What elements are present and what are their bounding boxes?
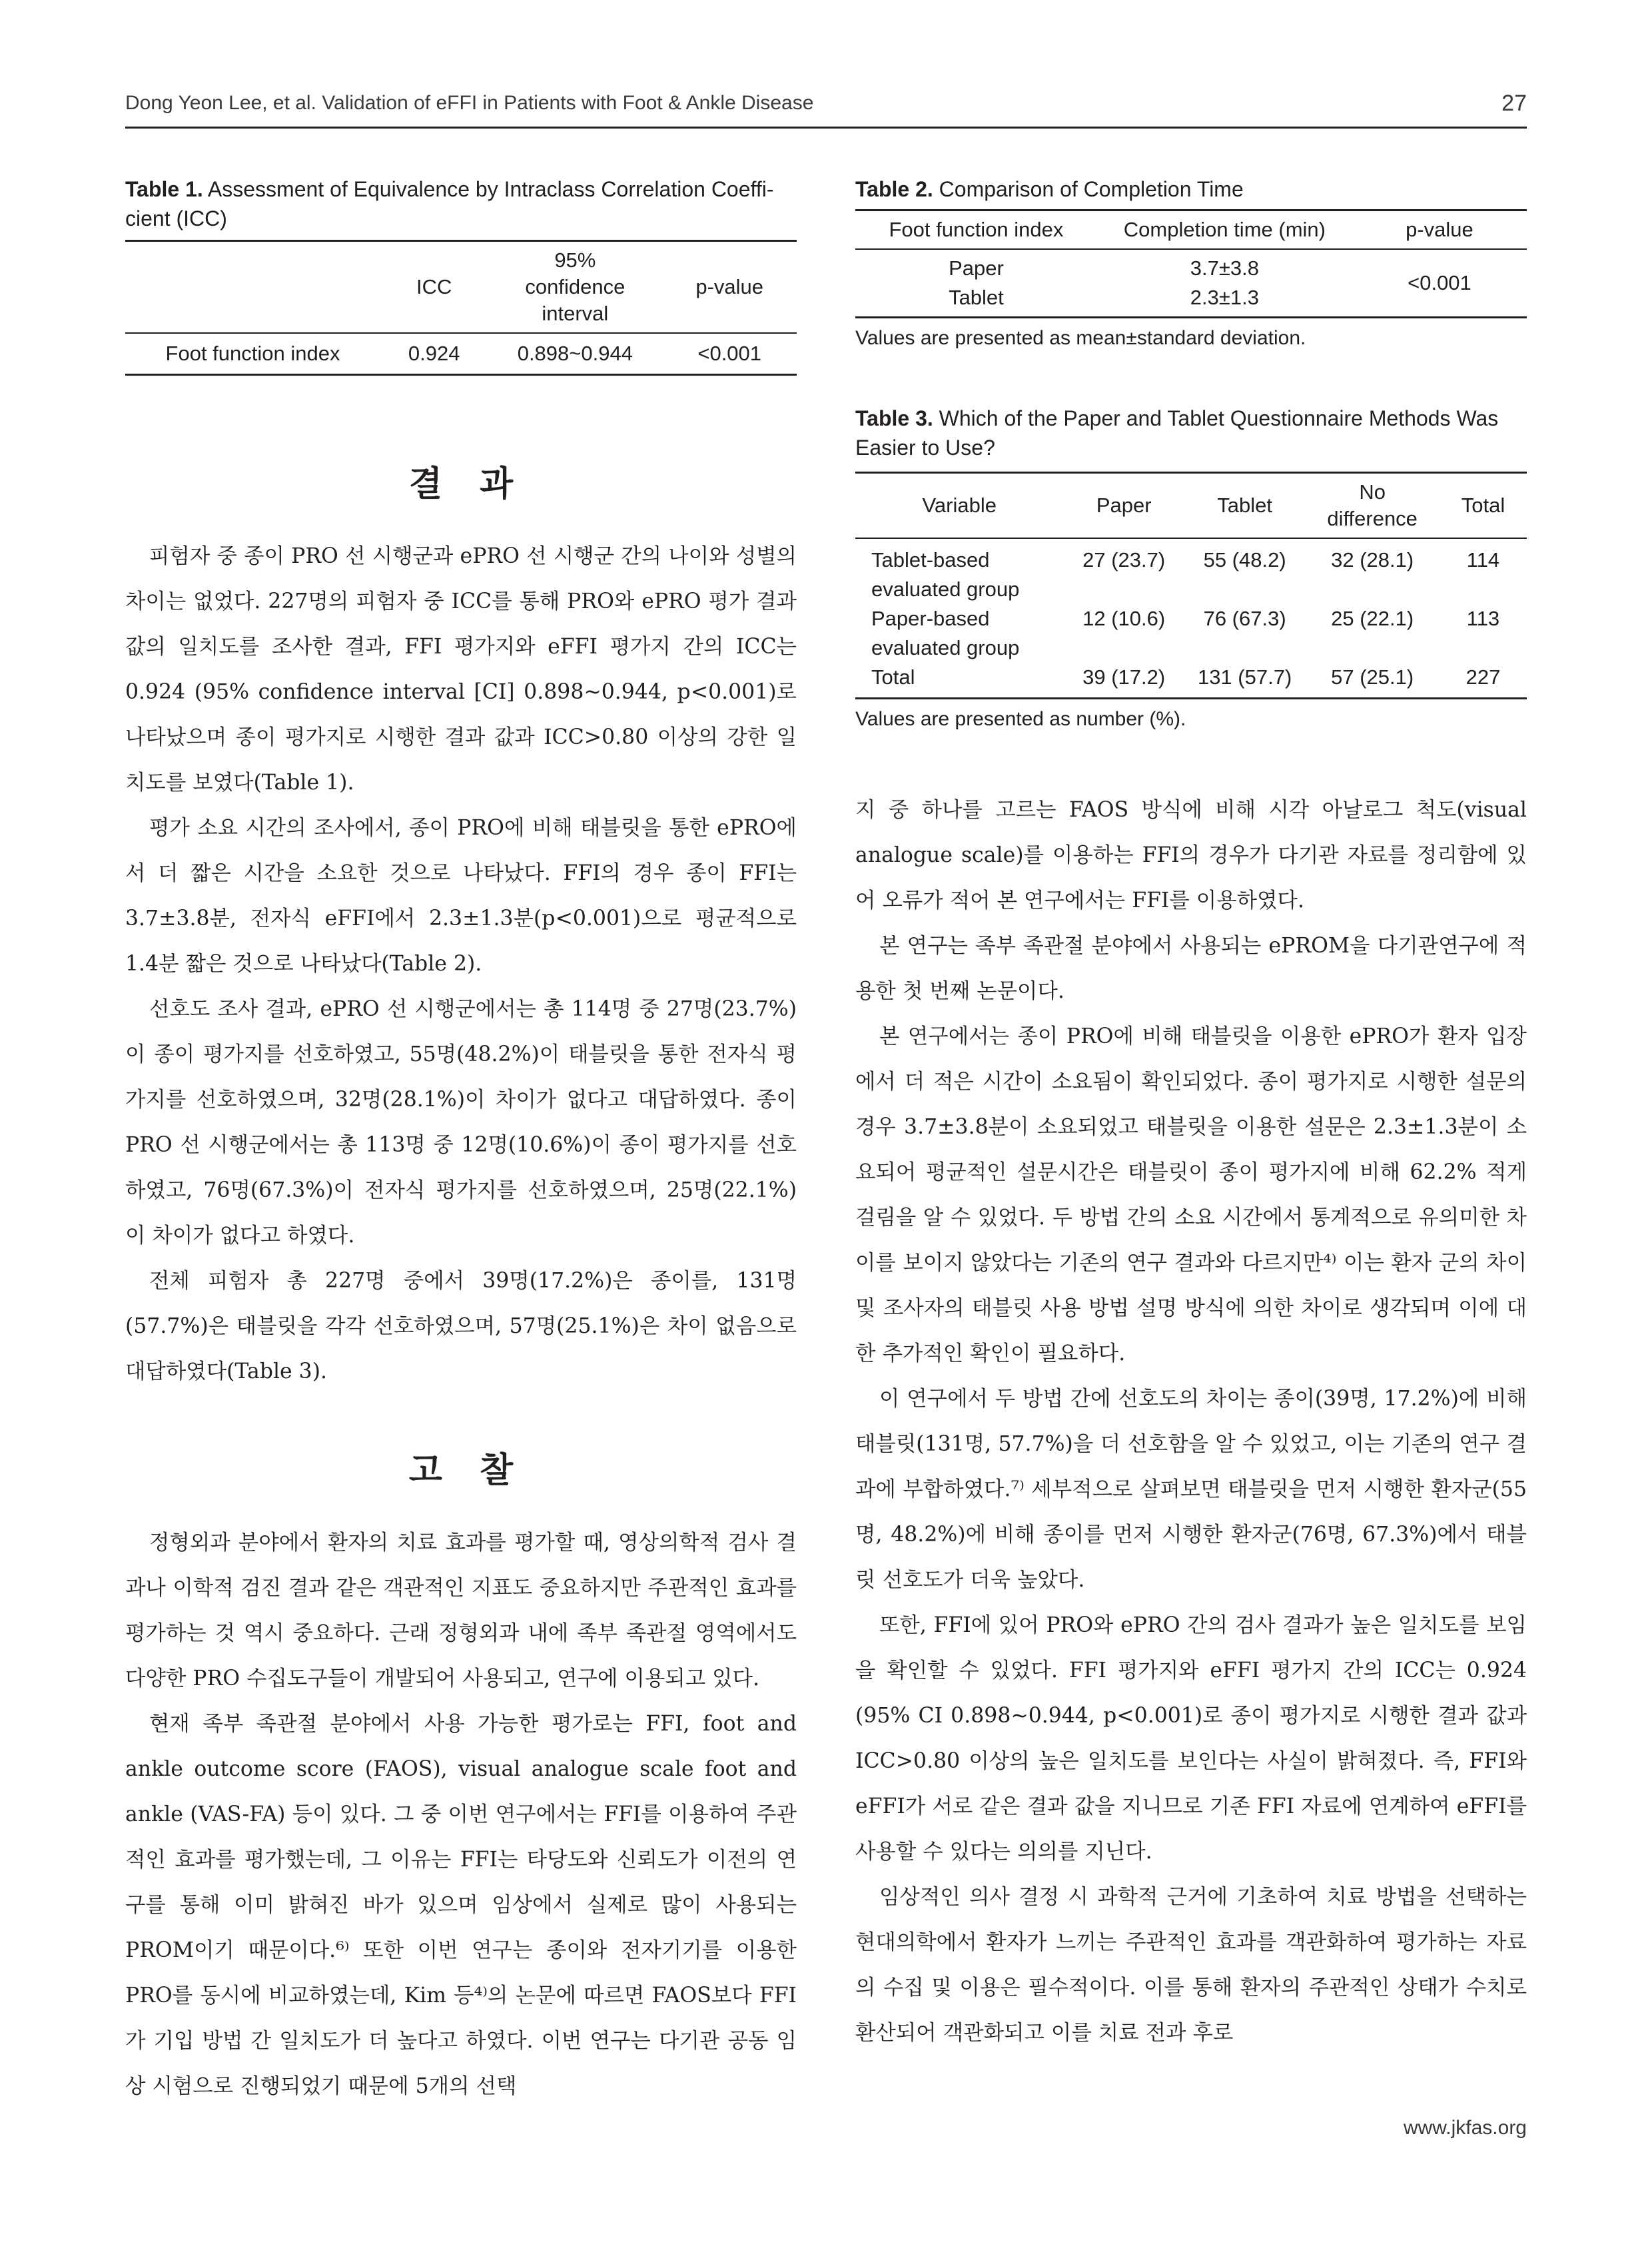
page-number: 27: [1501, 91, 1527, 116]
table-3-header: Tablet: [1217, 494, 1272, 517]
table-row: [855, 538, 1527, 604]
discussion-heading: [125, 1442, 797, 1492]
table-1-header: p-value: [695, 275, 764, 298]
table-row: [855, 663, 1527, 699]
table-cell: 57 (25.1): [1331, 665, 1414, 689]
table-cell: 39 (17.2): [1082, 665, 1166, 689]
table-cell: 227: [1465, 665, 1501, 689]
table-3-header: Paper: [1096, 494, 1152, 517]
table-3-note: Values are presented as number (%).: [855, 708, 1186, 730]
table-3-title: Which of the Paper and Tablet Questionnaire Methods Was Easier to Use?: [855, 406, 1499, 460]
table-1-grid: [125, 240, 797, 376]
table-3-header-row: [855, 473, 1527, 539]
results-heading: [125, 456, 797, 506]
table-1-label: Table 1.: [125, 177, 203, 201]
table-cell: 113: [1466, 607, 1500, 630]
table-2: [855, 175, 1527, 352]
discussion-paragraph: 현재 족부 족관절 분야에서 사용 가능한 평가로는 FFI, foot and ankle outcome score (FAOS), visual analogue scale foot and ankle (VAS-FA) 등이 있다. 그 중 이번 연구에서는 FFI를 이용하여 주관적인 효과를 평가했는데, 그 이유는 FFI는 타당도와 신뢰도가 이전의 연구를 통해 이미 밝혀진 바가 있으며 임상에서 실제로 많이 사용되는 PROM이기 때문이다.⁶⁾ 또한 이번 연구는 종이와 전자기기를 이용한 PRO를 동시에 비교하였는데, Kim 등⁴⁾의 논문에 따르면 FAOS보다 FFI가 기입 방법 간 일치도가 더 높다고 하였다. 이번 연구는 다기관 공동 임상 시험으로 진행되었기 때문에 5개의 선택: [125, 1712, 797, 2098]
discussion-heading-char: 찰: [480, 1451, 514, 1491]
table-2-caption: [855, 175, 1527, 204]
results-paragraph: 평가 소요 시간의 조사에서, 종이 PRO에 비해 태블릿을 통한 ePRO에서 더 짧은 시간을 소요한 것으로 나타났다. FFI의 경우 종이 FFI는 3.7±3.8분, 전자식 eFFI에서 2.3±1.3분(p<0.001)으로 평균적으로 1.4분 짧은 것으로 나타났다(Table 2).: [125, 816, 797, 976]
results-section: [125, 456, 797, 1394]
table-3-grid: [855, 472, 1527, 699]
table-cell: 25 (22.1): [1331, 607, 1414, 630]
table-cell: 3.7±3.8: [1190, 256, 1259, 280]
table-3-header: Total: [1461, 494, 1505, 517]
journal-url: www.jkfas.org: [1403, 2117, 1527, 2139]
table-cell: Total: [871, 665, 915, 689]
table-1-header: 95% confidence interval: [525, 248, 625, 325]
table-cell: 2.3±1.3: [1190, 286, 1259, 309]
table-1-header-row: [125, 241, 797, 334]
table-3-header: No difference: [1327, 480, 1418, 530]
table-2-header-row: [855, 210, 1527, 250]
table-row: [125, 333, 797, 375]
table-1-header: [125, 241, 380, 334]
results-paragraph: 피험자 중 종이 PRO 선 시행군과 ePRO 선 시행군 간의 나이와 성별의 차이는 없었다. 227명의 피험자 중 ICC를 통해 PRO와 ePRO 평가 결과 값의 일치도를 조사한 결과, FFI 평가지와 eFFI 평가지 간의 ICC는 0.924 (95% confidence interval [CI] 0.898~0.944, p<0.001)로 나타났으며 종이 평가지로 시행한 결과 값과 ICC>0.80 이상의 강한 일치도를 보였다(Table 1).: [125, 544, 797, 795]
table-2-grid: [855, 209, 1527, 318]
table-row: [855, 604, 1527, 663]
header-rule: [125, 127, 1527, 129]
results-heading-char: 결: [408, 464, 442, 504]
table-1-title: Assessment of Equivalence by Intraclass Correlation Coeffi-cient (ICC): [125, 177, 774, 230]
discussion-paragraph: 임상적인 의사 결정 시 과학적 근거에 기초하여 치료 방법을 선택하는 현대의학에서 환자가 느끼는 주관적인 효과를 객관화하여 평가하는 자료의 수집 및 이용은 필수적이다. 이를 통해 환자의 주관적인 상태가 수치로 환산되어 객관화되고 이를 치료 전과 후로: [855, 1885, 1527, 2045]
table-cell: 0.898~0.944: [517, 342, 633, 365]
running-title: Dong Yeon Lee, et al. Validation of eFFI in Patients with Foot & Ankle Disease: [125, 92, 814, 114]
table-cell-pvalue: <0.001: [1408, 271, 1471, 294]
table-cell: 32 (28.1): [1331, 548, 1414, 571]
table-cell: Paper: [949, 256, 1004, 280]
table-2-header: Foot function index: [889, 218, 1064, 241]
table-3-header: Variable: [922, 494, 997, 517]
table-cell: 12 (10.6): [1082, 607, 1166, 630]
table-cell: Tablet-based evaluated group: [871, 548, 1020, 601]
results-paragraph: 선호도 조사 결과, ePRO 선 시행군에서는 총 114명 중 27명(23.7%)이 종이 평가지를 선호하였고, 55명(48.2%)이 태블릿을 통한 전자식 평가지를 선호하였으며, 32명(28.1%)이 차이가 없다고 대답하였다. 종이 PRO 선 시행군에서는 총 113명 중 12명(10.6%)이 종이 평가지를 선호하였고, 76명(67.3%)이 전자식 평가지를 선호하였으며, 25명(22.1%)이 차이가 없다고 하였다.: [125, 997, 797, 1248]
table-2-title: Comparison of Completion Time: [933, 177, 1244, 201]
table-1-caption: [125, 175, 797, 233]
table-cell: 27 (23.7): [1082, 548, 1166, 571]
table-3: [855, 404, 1527, 733]
right-column: [855, 175, 1527, 2055]
table-3-label: Table 3.: [855, 406, 933, 430]
table-3-caption: [855, 404, 1527, 462]
results-heading-char: 과: [480, 464, 514, 504]
table-cell: Paper-based evaluated group: [871, 607, 1020, 659]
discussion-paragraph: 이 연구에서 두 방법 간에 선호도의 차이는 종이(39명, 17.2%)에 비해 태블릿(131명, 57.7%)을 더 선호함을 알 수 있었고, 이는 기존의 연구 결과에 부합하였다.⁷⁾ 세부적으로 살펴보면 태블릿을 먼저 시행한 환자군(55명, 48.2%)에 비해 종이를 먼저 시행한 환자군(76명, 67.3%)에서 태블릿 선호도가 더욱 높았다.: [855, 1387, 1527, 1592]
discussion-paragraph: 지 중 하나를 고르는 FAOS 방식에 비해 시각 아날로그 척도(visual analogue scale)를 이용하는 FFI의 경우가 다기관 자료를 정리함에 있어 오류가 적어 본 연구에서는 FFI를 이용하였다.: [855, 798, 1527, 913]
table-cell: 76 (67.3): [1203, 607, 1286, 630]
table-cell: 0.924: [408, 342, 460, 365]
discussion-paragraph: 정형외과 분야에서 환자의 치료 효과를 평가할 때, 영상의학적 검사 결과나 이학적 검진 결과 같은 객관적인 지표도 중요하지만 주관적인 효과를 평가하는 것 역시 중요하다. 근래 정형외과 내에 족부 족관절 영역에서도 다양한 PRO 수집도구들이 개발되어 사용되고, 연구에 이용되고 있다.: [125, 1531, 797, 1690]
left-column: [125, 175, 797, 2109]
table-1-header: ICC: [416, 275, 452, 298]
discussion-continued: [855, 787, 1527, 2055]
discussion-heading-char: 고: [408, 1451, 442, 1491]
table-row: [855, 249, 1527, 283]
table-2-header: Completion time (min): [1123, 218, 1326, 241]
table-cell: Tablet: [949, 286, 1004, 309]
table-2-header: p-value: [1406, 218, 1473, 241]
discussion-paragraph: 본 연구는 족부 족관절 분야에서 사용되는 ePROM을 다기관연구에 적용한 첫 번째 논문이다.: [855, 934, 1527, 1003]
table-cell: 131 (57.7): [1197, 665, 1292, 689]
table-1: [125, 175, 797, 376]
discussion-paragraph: 또한, FFI에 있어 PRO와 ePRO 간의 검사 결과가 높은 일치도를 보임을 확인할 수 있었다. FFI 평가지와 eFFI 평가지 간의 ICC는 0.924 (95% CI 0.898~0.944, p<0.001)로 종이 평가지로 시행한 결과 값과 ICC>0.80 이상의 높은 일치도를 보인다는 사실이 밝혀졌다. 즉, FFI와 eFFI가 서로 같은 결과 값을 지니므로 기존 FFI 자료에 연계하여 eFFI를 사용할 수 있다는 의의를 지닌다.: [855, 1613, 1527, 1864]
results-paragraph: 전체 피험자 총 227명 중에서 39명(17.2%)은 종이를, 131명(57.7%)은 태블릿을 각각 선호하였으며, 57명(25.1%)은 차이 없음으로 대답하였다(Table 3).: [125, 1269, 797, 1383]
discussion-paragraph: 본 연구에서는 종이 PRO에 비해 태블릿을 이용한 ePRO가 환자 입장에서 더 적은 시간이 소요됨이 확인되었다. 종이 평가지로 시행한 설문의 경우 3.7±3.8분이 소요되었고 태블릿을 이용한 설문은 2.3±1.3분이 소요되어 평균적인 설문시간은 태블릿이 종이 평가지에 비해 62.2% 적게 걸림을 알 수 있었다. 두 방법 간의 소요 시간에서 통계적으로 유의미한 차이를 보이지 않았다는 기존의 연구 결과와 다르지만⁴⁾ 이는 환자 군의 차이 및 조사자의 태블릿 사용 방법 설명 방식에 의한 차이로 생각되며 이에 대한 추가적인 확인이 필요하다.: [855, 1024, 1527, 1365]
table-cell: Foot function index: [165, 342, 340, 365]
discussion-section: [125, 1442, 797, 2109]
table-cell: <0.001: [697, 342, 762, 365]
table-cell: 114: [1466, 548, 1500, 571]
table-2-note: Values are presented as mean±standard deviation.: [855, 327, 1306, 349]
table-cell: 55 (48.2): [1203, 548, 1286, 571]
table-2-label: Table 2.: [855, 177, 933, 201]
